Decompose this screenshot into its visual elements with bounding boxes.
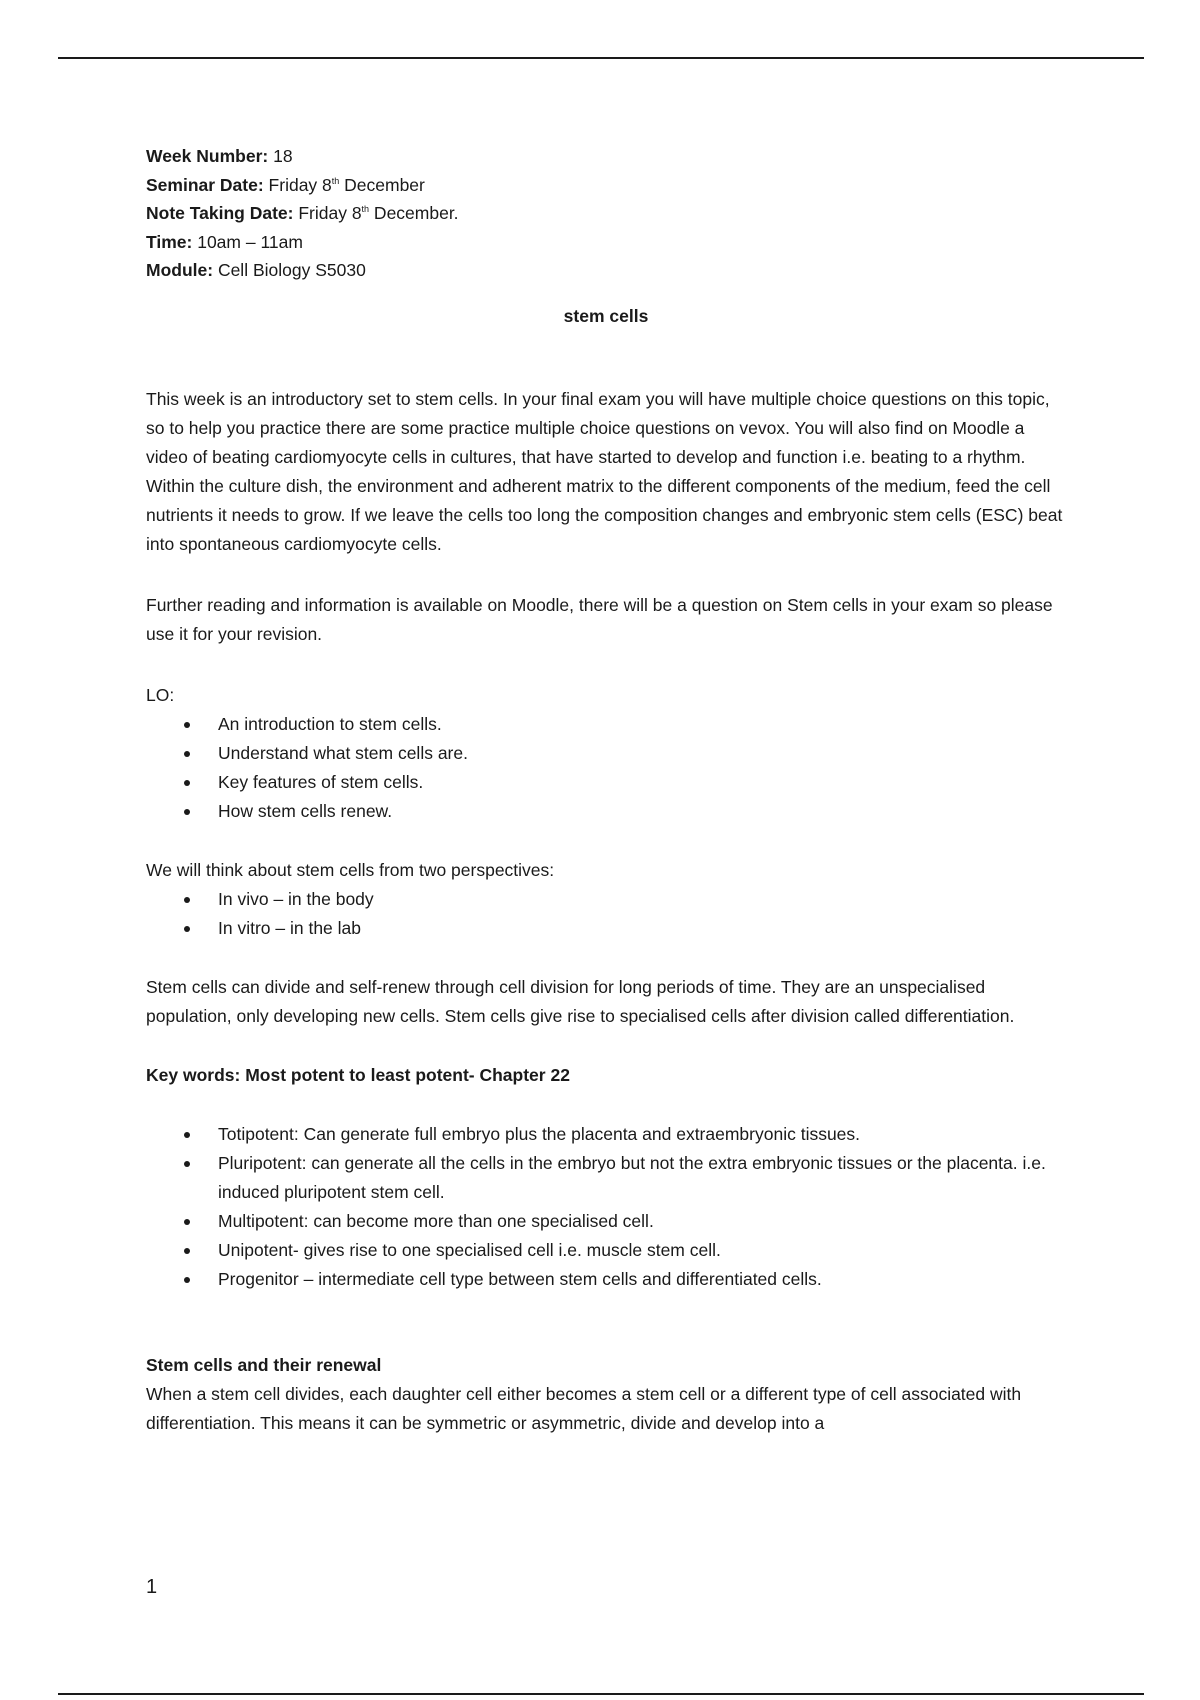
header-rule bbox=[58, 57, 1144, 59]
list-item: Key features of stem cells. bbox=[146, 768, 1066, 797]
keywords-heading: Key words: Most potent to least potent- Chapter 22 bbox=[146, 1064, 570, 1085]
list-item: In vitro – in the lab bbox=[146, 914, 1066, 943]
week-number-value: 18 bbox=[268, 146, 293, 166]
list-item: Understand what stem cells are. bbox=[146, 739, 1066, 768]
module-line bbox=[146, 256, 1066, 285]
note-date-month: December. bbox=[369, 203, 459, 223]
seminar-date-value: Friday 8 bbox=[263, 174, 332, 195]
time-line bbox=[146, 228, 1066, 257]
list-item: Pluripotent: can generate all the cells in the embryo but not the extra embryonic tissues or the placenta. i.e. induced pluripotent stem cell. bbox=[146, 1149, 1066, 1207]
renewal-paragraph: When a stem cell divides, each daughter cell either becomes a stem cell or a different type of cell associated with differentiation. This means it can be symmetric or asymmetric, divide and develop into a bbox=[146, 1383, 1022, 1433]
keywords-list bbox=[146, 1120, 1066, 1294]
note-date-sup: th bbox=[361, 204, 370, 214]
note-date-label: Note Taking Date: bbox=[146, 203, 294, 223]
renewal-heading: Stem cells and their renewal bbox=[146, 1354, 382, 1375]
list-item: Progenitor – intermediate cell type between stem cells and differentiated cells. bbox=[146, 1265, 1066, 1294]
list-item: An introduction to stem cells. bbox=[146, 710, 1066, 739]
document-title: stem cells bbox=[563, 305, 649, 326]
list-item: Multipotent: can become more than one specialised cell. bbox=[146, 1207, 1066, 1236]
seminar-date-sup: th bbox=[331, 175, 340, 186]
week-number-label: Week Number: bbox=[146, 146, 269, 166]
page-number: 1 bbox=[146, 1576, 158, 1598]
further-reading-paragraph: Further reading and information is available on Moodle, there will be a question on Stem cells in your exam so please use it for your revision. bbox=[146, 594, 1053, 644]
time-label: Time: bbox=[146, 231, 193, 252]
time-value: 10am – 11am bbox=[192, 231, 303, 252]
seminar-date-month: December bbox=[339, 174, 425, 195]
perspectives-intro: We will think about stem cells from two perspectives: bbox=[146, 859, 555, 880]
seminar-date-label: Seminar Date: bbox=[146, 174, 264, 195]
list-item: In vivo – in the body bbox=[146, 885, 1066, 914]
document-body bbox=[146, 142, 1066, 1438]
note-date-line bbox=[146, 199, 1066, 228]
division-paragraph: Stem cells can divide and self-renew through cell division for long periods of time. They are an unspecialised population, only developing new cells. Stem cells give rise to specialised cells after division called differentiation. bbox=[146, 976, 1015, 1026]
week-number-line bbox=[146, 142, 1066, 171]
list-item: How stem cells renew. bbox=[146, 797, 1066, 826]
module-label: Module: bbox=[146, 260, 214, 280]
note-date-value: Friday 8 bbox=[293, 203, 362, 223]
perspectives-list bbox=[146, 885, 1066, 943]
footer-rule bbox=[58, 1693, 1144, 1695]
learning-outcomes-list bbox=[146, 710, 1066, 826]
list-item: Totipotent: Can generate full embryo plus the placenta and extraembryonic tissues. bbox=[146, 1120, 1066, 1149]
seminar-date-line bbox=[146, 171, 1066, 200]
learning-outcomes-label: LO: bbox=[146, 684, 175, 705]
list-item: Unipotent- gives rise to one specialised cell i.e. muscle stem cell. bbox=[146, 1236, 1066, 1265]
intro-paragraph: This week is an introductory set to stem cells. In your final exam you will have multiple choice questions on this topic, so to help you practice there are some practice multiple choice questions on vevox. You will also find on Moodle a video of beating cardiomyocyte cells in cultures, that have started to develop and function i.e. beating to a rhythm. Within the culture dish, the environment and adherent matrix to the different components of the medium, feed the cell nutrients it needs to grow. If we leave the cells too long the composition changes and embryonic stem cells (ESC) beat into spontaneous cardiomyocyte cells. bbox=[146, 388, 1063, 554]
module-value: Cell Biology S5030 bbox=[213, 260, 366, 280]
